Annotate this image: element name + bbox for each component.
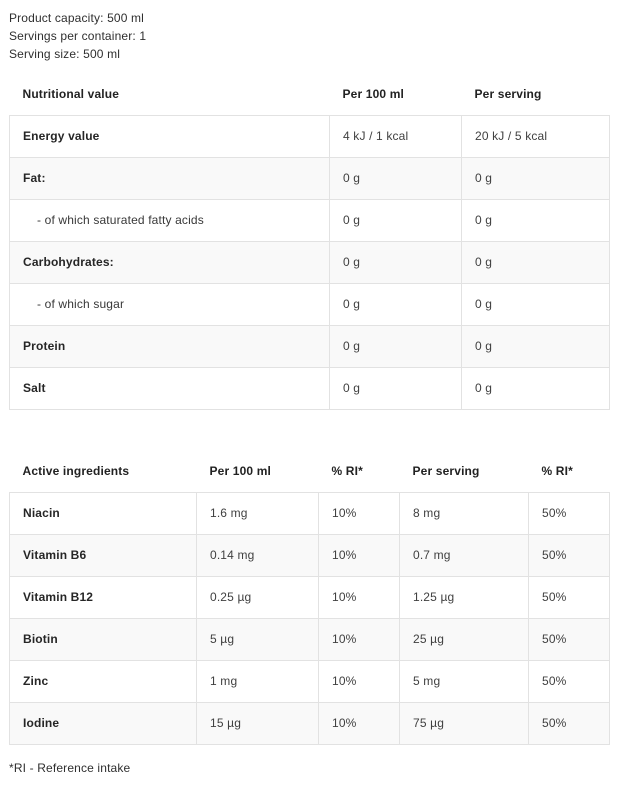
table-row-sugar	[10, 284, 610, 326]
servings-per-container-text: Servings per container: 1	[9, 29, 147, 43]
value-ri-per-serving: 50%	[529, 703, 610, 745]
table-row-protein	[10, 326, 610, 368]
value-per-serving: 75 µg	[400, 703, 529, 745]
header-per-serving: Per serving	[412, 464, 480, 478]
value-ri-per-100: 10%	[319, 535, 400, 577]
row-label: Biotin	[10, 619, 197, 661]
value-per-100-ml: 0.14 mg	[197, 535, 319, 577]
value-ri-per-100: 10%	[319, 703, 400, 745]
table-row-carbohydrates	[10, 242, 610, 284]
value-per-serving: 0 g	[462, 200, 610, 242]
value-ri-per-100: 10%	[319, 493, 400, 535]
value-ri-per-100: 10%	[319, 619, 400, 661]
reference-intake-footnote: *RI - Reference intake	[9, 761, 131, 775]
value-per-serving: 0 g	[462, 158, 610, 200]
table-row-salt	[10, 368, 610, 410]
row-label: Vitamin B6	[10, 535, 197, 577]
value-per-serving: 5 mg	[400, 661, 529, 703]
value-per-serving: 8 mg	[400, 493, 529, 535]
header-per-100-ml: Per 100 ml	[209, 464, 272, 478]
value-per-serving: 1.25 µg	[400, 577, 529, 619]
table-row-biotin	[10, 619, 610, 661]
header-per-serving: Per serving	[474, 87, 542, 101]
value-per-serving: 25 µg	[400, 619, 529, 661]
row-label: Salt	[10, 368, 330, 410]
table-row-niacin	[10, 493, 610, 535]
value-per-100-ml: 0 g	[330, 326, 462, 368]
product-info-block	[9, 9, 609, 63]
table-row-zinc	[10, 661, 610, 703]
value-per-100-ml: 4 kJ / 1 kcal	[330, 116, 462, 158]
nutritional-value-header-row	[10, 73, 610, 116]
value-per-100-ml: 5 µg	[197, 619, 319, 661]
header-ri-per-100: % RI*	[331, 464, 363, 478]
header-active-ingredients: Active ingredients	[22, 464, 130, 478]
row-label: Vitamin B12	[10, 577, 197, 619]
product-capacity-text: Product capacity: 500 ml	[9, 11, 144, 25]
value-per-serving: 0 g	[462, 242, 610, 284]
value-per-100-ml: 0 g	[330, 368, 462, 410]
value-per-serving: 0 g	[462, 368, 610, 410]
row-label: Niacin	[10, 493, 197, 535]
value-per-serving: 0 g	[462, 284, 610, 326]
nutritional-value-table	[9, 73, 610, 410]
table-row-vitamin-b12	[10, 577, 610, 619]
value-per-100-ml: 0 g	[330, 242, 462, 284]
header-nutritional-value: Nutritional value	[22, 87, 120, 101]
row-label: - of which sugar	[10, 284, 330, 326]
value-per-100-ml: 15 µg	[197, 703, 319, 745]
value-ri-per-serving: 50%	[529, 535, 610, 577]
value-per-serving: 0 g	[462, 326, 610, 368]
value-ri-per-100: 10%	[319, 577, 400, 619]
row-label: - of which saturated fatty acids	[10, 200, 330, 242]
value-ri-per-serving: 50%	[529, 493, 610, 535]
table-row-saturated-fatty-acids	[10, 200, 610, 242]
row-label: Protein	[10, 326, 330, 368]
value-ri-per-serving: 50%	[529, 577, 610, 619]
row-label: Energy value	[10, 116, 330, 158]
value-per-100-ml: 0 g	[330, 158, 462, 200]
serving-size-text: Serving size: 500 ml	[9, 47, 121, 61]
active-ingredients-table	[9, 450, 610, 745]
value-per-100-ml: 0 g	[330, 200, 462, 242]
value-per-100-ml: 0.25 µg	[197, 577, 319, 619]
table-row-fat	[10, 158, 610, 200]
value-per-serving: 20 kJ / 5 kcal	[462, 116, 610, 158]
value-ri-per-serving: 50%	[529, 661, 610, 703]
row-label: Fat:	[10, 158, 330, 200]
value-per-100-ml: 1 mg	[197, 661, 319, 703]
header-ri-per-serving: % RI*	[541, 464, 573, 478]
row-label: Zinc	[10, 661, 197, 703]
value-per-100-ml: 0 g	[330, 284, 462, 326]
table-row-iodine	[10, 703, 610, 745]
table-row-vitamin-b6	[10, 535, 610, 577]
row-label: Carbohydrates:	[10, 242, 330, 284]
value-per-100-ml: 1.6 mg	[197, 493, 319, 535]
value-ri-per-serving: 50%	[529, 619, 610, 661]
active-ingredients-header-row	[10, 450, 610, 493]
value-ri-per-100: 10%	[319, 661, 400, 703]
row-label: Iodine	[10, 703, 197, 745]
header-per-100-ml: Per 100 ml	[342, 87, 405, 101]
value-per-serving: 0.7 mg	[400, 535, 529, 577]
table-row-energy-value	[10, 116, 610, 158]
